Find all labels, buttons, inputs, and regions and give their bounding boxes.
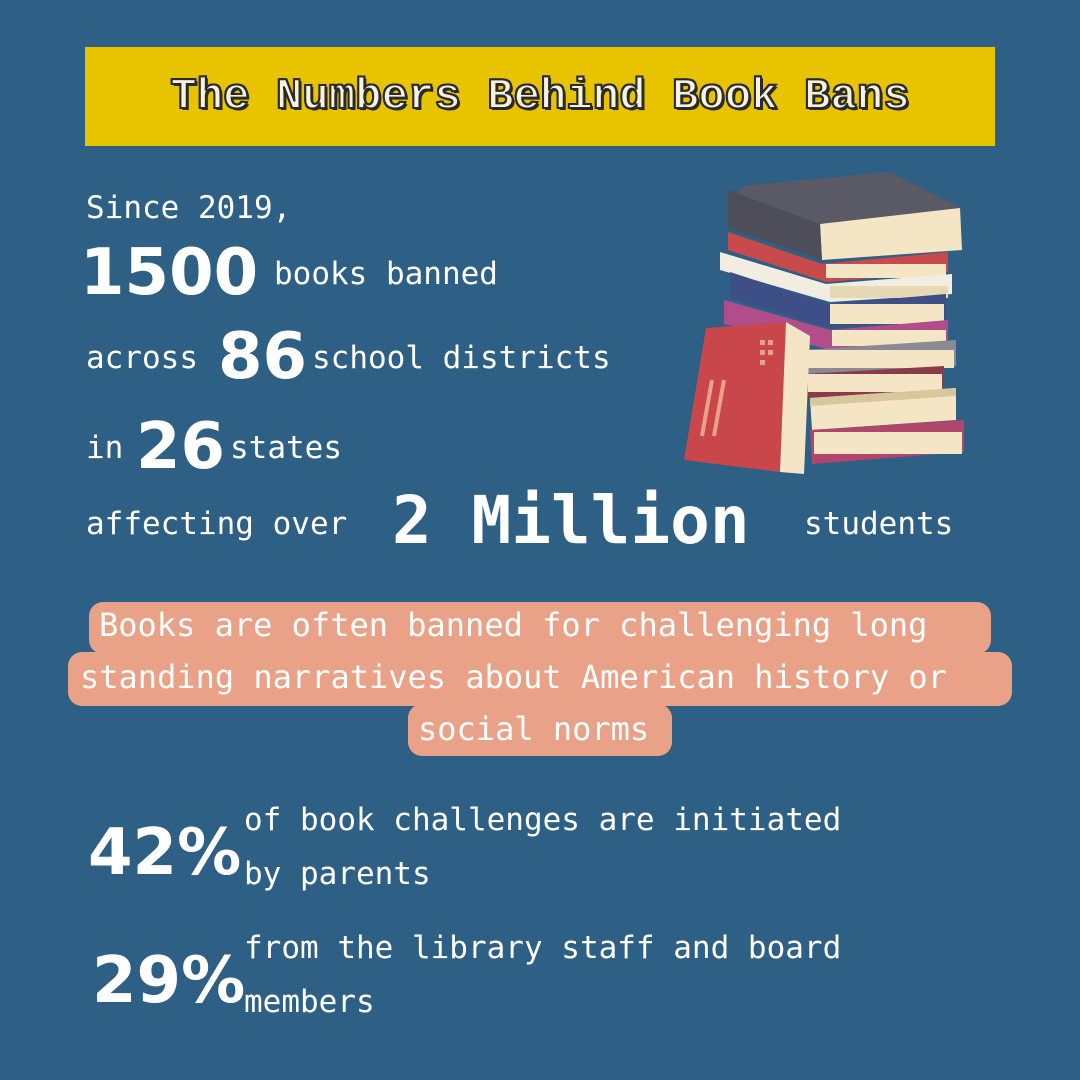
districts-number: 86 — [218, 320, 308, 394]
callout-line-2: standing narratives about American history or — [80, 658, 947, 696]
callout-line-1: Books are often banned for challenging long — [99, 606, 928, 644]
students-number: 2 Million — [392, 482, 750, 559]
states-number: 26 — [136, 410, 226, 484]
books-number: 1500 — [80, 236, 259, 310]
states-label: states — [230, 430, 342, 466]
books-label: books banned — [274, 256, 498, 292]
page-title: The Numbers Behind Book Bans — [170, 71, 910, 122]
since-label: Since 2019, — [86, 190, 292, 226]
stack-of-books-icon — [680, 168, 970, 478]
districts-label: school districts — [312, 340, 611, 376]
affecting-label: affecting over — [86, 506, 348, 542]
percent-parents: 42% — [88, 816, 242, 890]
percent-library-staff-line-2: members — [244, 984, 375, 1020]
across-label: across — [86, 340, 198, 376]
percent-library-staff-line-1: from the library staff and board — [244, 930, 842, 966]
in-label: in — [86, 430, 124, 466]
percent-parents-line-1: of book challenges are initiated — [244, 802, 842, 838]
percent-parents-line-2: by parents — [244, 856, 431, 892]
callout-line-3: social norms — [418, 710, 650, 748]
percent-library-staff: 29% — [92, 944, 246, 1018]
students-label: students — [804, 506, 954, 542]
title-banner — [85, 47, 995, 146]
